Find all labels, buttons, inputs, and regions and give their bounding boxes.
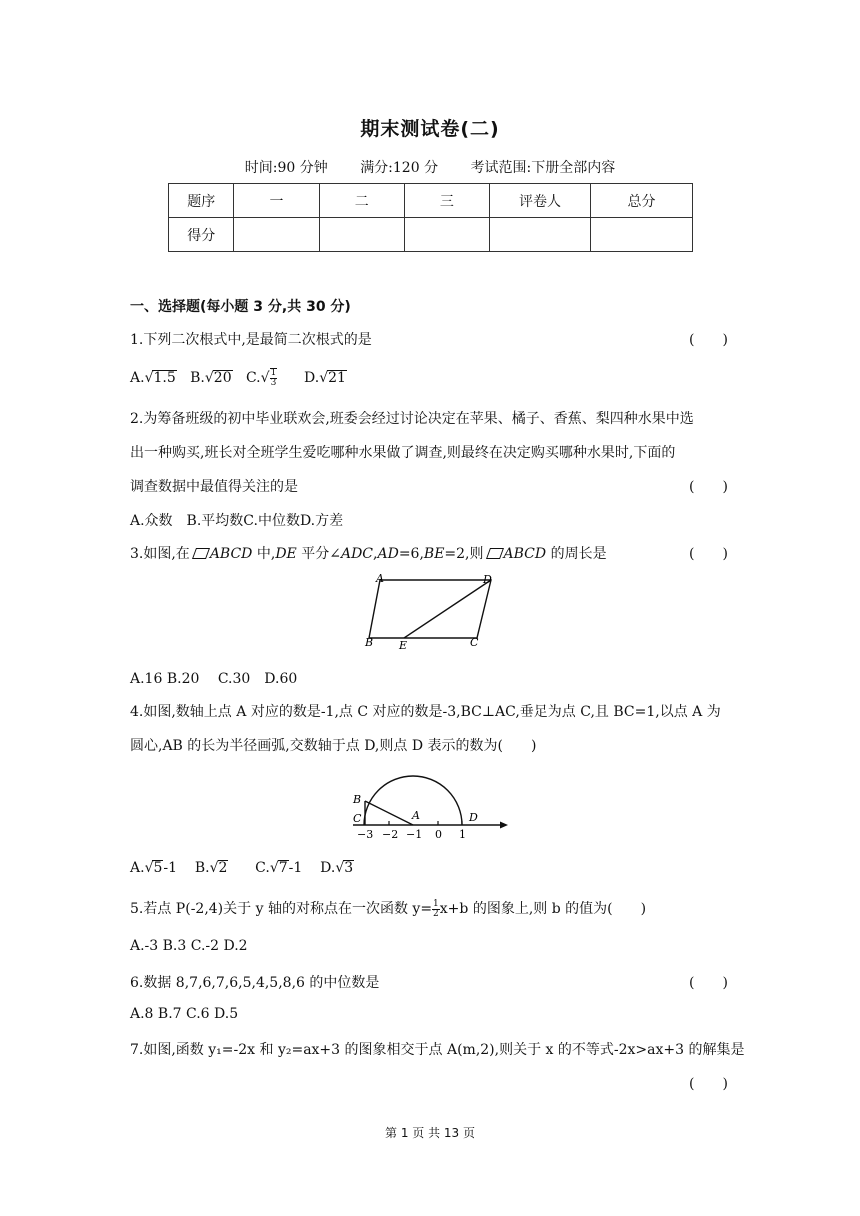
question-2-line: 出一种购买,班长对全班学生爱吃哪种水果做了调查,则最终在决定购买哪种水果时,下面的 (130, 445, 676, 461)
section-heading: 一、选择题(每小题 3 分,共 30 分) (130, 299, 351, 315)
score-header-cell: 评卷人 (489, 184, 590, 218)
question-4-line: 4.如图,数轴上点 A 对应的数是-1,点 C 对应的数是-3,BC⊥AC,垂足为点 C,且 BC=1,以点 A 为 (130, 704, 721, 720)
score-table (168, 183, 693, 252)
answer-paren: ( ) (689, 975, 728, 991)
tick-label: −1 (406, 828, 423, 841)
parallelogram-icon (192, 548, 210, 559)
score-header-cell: 总分 (590, 184, 692, 218)
question-2-line: 2.为筹备班级的初中毕业联欢会,班委会经过讨论决定在苹果、橘子、香蕉、梨四种水果中选 (130, 411, 694, 427)
question-1-options: A.√1.5 B.√20 C.√ $\frac{1}{3}$ D.√21 (130, 368, 346, 388)
question-1-stem: 1.下列二次根式中,是最简二次根式的是 (130, 332, 372, 348)
point-label-b: B (365, 636, 374, 649)
score-header-cell: 二 (319, 184, 404, 218)
answer-paren: ( ) (689, 546, 728, 562)
question-6-stem: 6.数据 8,7,6,7,6,5,4,5,8,6 的中位数是 (130, 975, 380, 991)
exam-meta (0, 157, 860, 177)
question-4-line: 圆心,AB 的长为半径画弧,交数轴于点 D,则点 D 表示的数为( ) (130, 738, 537, 754)
question-3-stem: 3.如图,在 ABCD 中,DE 平分∠ADC,AD=6,BE=2,则 ABCD 的周长是 (130, 546, 607, 562)
score-table-header-row (169, 184, 693, 218)
tick-label: −3 (357, 828, 374, 841)
question-2-line: 调查数据中最值得关注的是 (130, 479, 298, 495)
axis-arrow-icon (500, 822, 508, 829)
question-3-options: A.16 B.20 C.30 D.60 (130, 671, 298, 687)
point-label-d: D (469, 811, 478, 824)
question-5-stem: 5.若点 P(-2,4)关于 y 轴的对称点在一次函数 y= $\frac{1}{2}$ x+b 的图象上,则 b 的值为( ) (130, 898, 647, 919)
page-footer: 第 1 页 共 13 页 (385, 1126, 475, 1140)
score-row-label: 得分 (169, 218, 234, 252)
score-input-cell[interactable] (590, 218, 692, 252)
score-header-cell: 一 (234, 184, 319, 218)
answer-paren: ( ) (689, 479, 728, 495)
parallelogram-icon (486, 548, 504, 559)
answer-paren: ( ) (689, 332, 728, 348)
tick-label: 1 (459, 828, 466, 841)
score-table-score-row (169, 218, 693, 252)
point-label-b: B (353, 793, 362, 806)
point-label-d: D (483, 573, 492, 586)
question-2-options: A.众数 B.平均数C.中位数D.方差 (130, 513, 344, 529)
score-input-cell[interactable] (404, 218, 489, 252)
score-header-cell: 三 (404, 184, 489, 218)
point-label-c: C (353, 812, 362, 825)
answer-paren: ( ) (689, 1076, 728, 1092)
question-6-options: A.8 B.7 C.6 D.5 (130, 1006, 239, 1022)
point-label-c: C (470, 636, 479, 649)
point-label-e: E (399, 639, 408, 652)
score-input-cell[interactable] (489, 218, 590, 252)
question-5-options: A.-3 B.3 C.-2 D.2 (130, 938, 248, 954)
point-label-a: A (412, 809, 420, 822)
score-input-cell[interactable] (319, 218, 404, 252)
score-input-cell[interactable] (234, 218, 319, 252)
exam-scope: 考试范围:下册全部内容 (470, 160, 616, 176)
parallelogram-shape (369, 580, 491, 638)
number-line-figure (345, 766, 515, 844)
page-title: 期末测试卷(二) (360, 118, 500, 140)
question-4-options: A.√5-1 B.√2 C.√7-1 D.√3 (130, 860, 354, 876)
exam-time: 时间:90 分钟 (244, 160, 328, 176)
tick-label: −2 (382, 828, 399, 841)
point-label-a: A (376, 572, 384, 585)
parallelogram-figure (360, 570, 500, 652)
question-7-stem: 7.如图,函数 y₁=-2x 和 y₂=ax+3 的图象相交于点 A(m,2),则关于 x 的不等式-2x>ax+3 的解集是 (130, 1042, 745, 1058)
score-header-cell: 题序 (169, 184, 234, 218)
tick-label: 0 (435, 828, 442, 841)
segment-de (404, 580, 491, 638)
exam-full-score: 满分:120 分 (360, 160, 439, 176)
